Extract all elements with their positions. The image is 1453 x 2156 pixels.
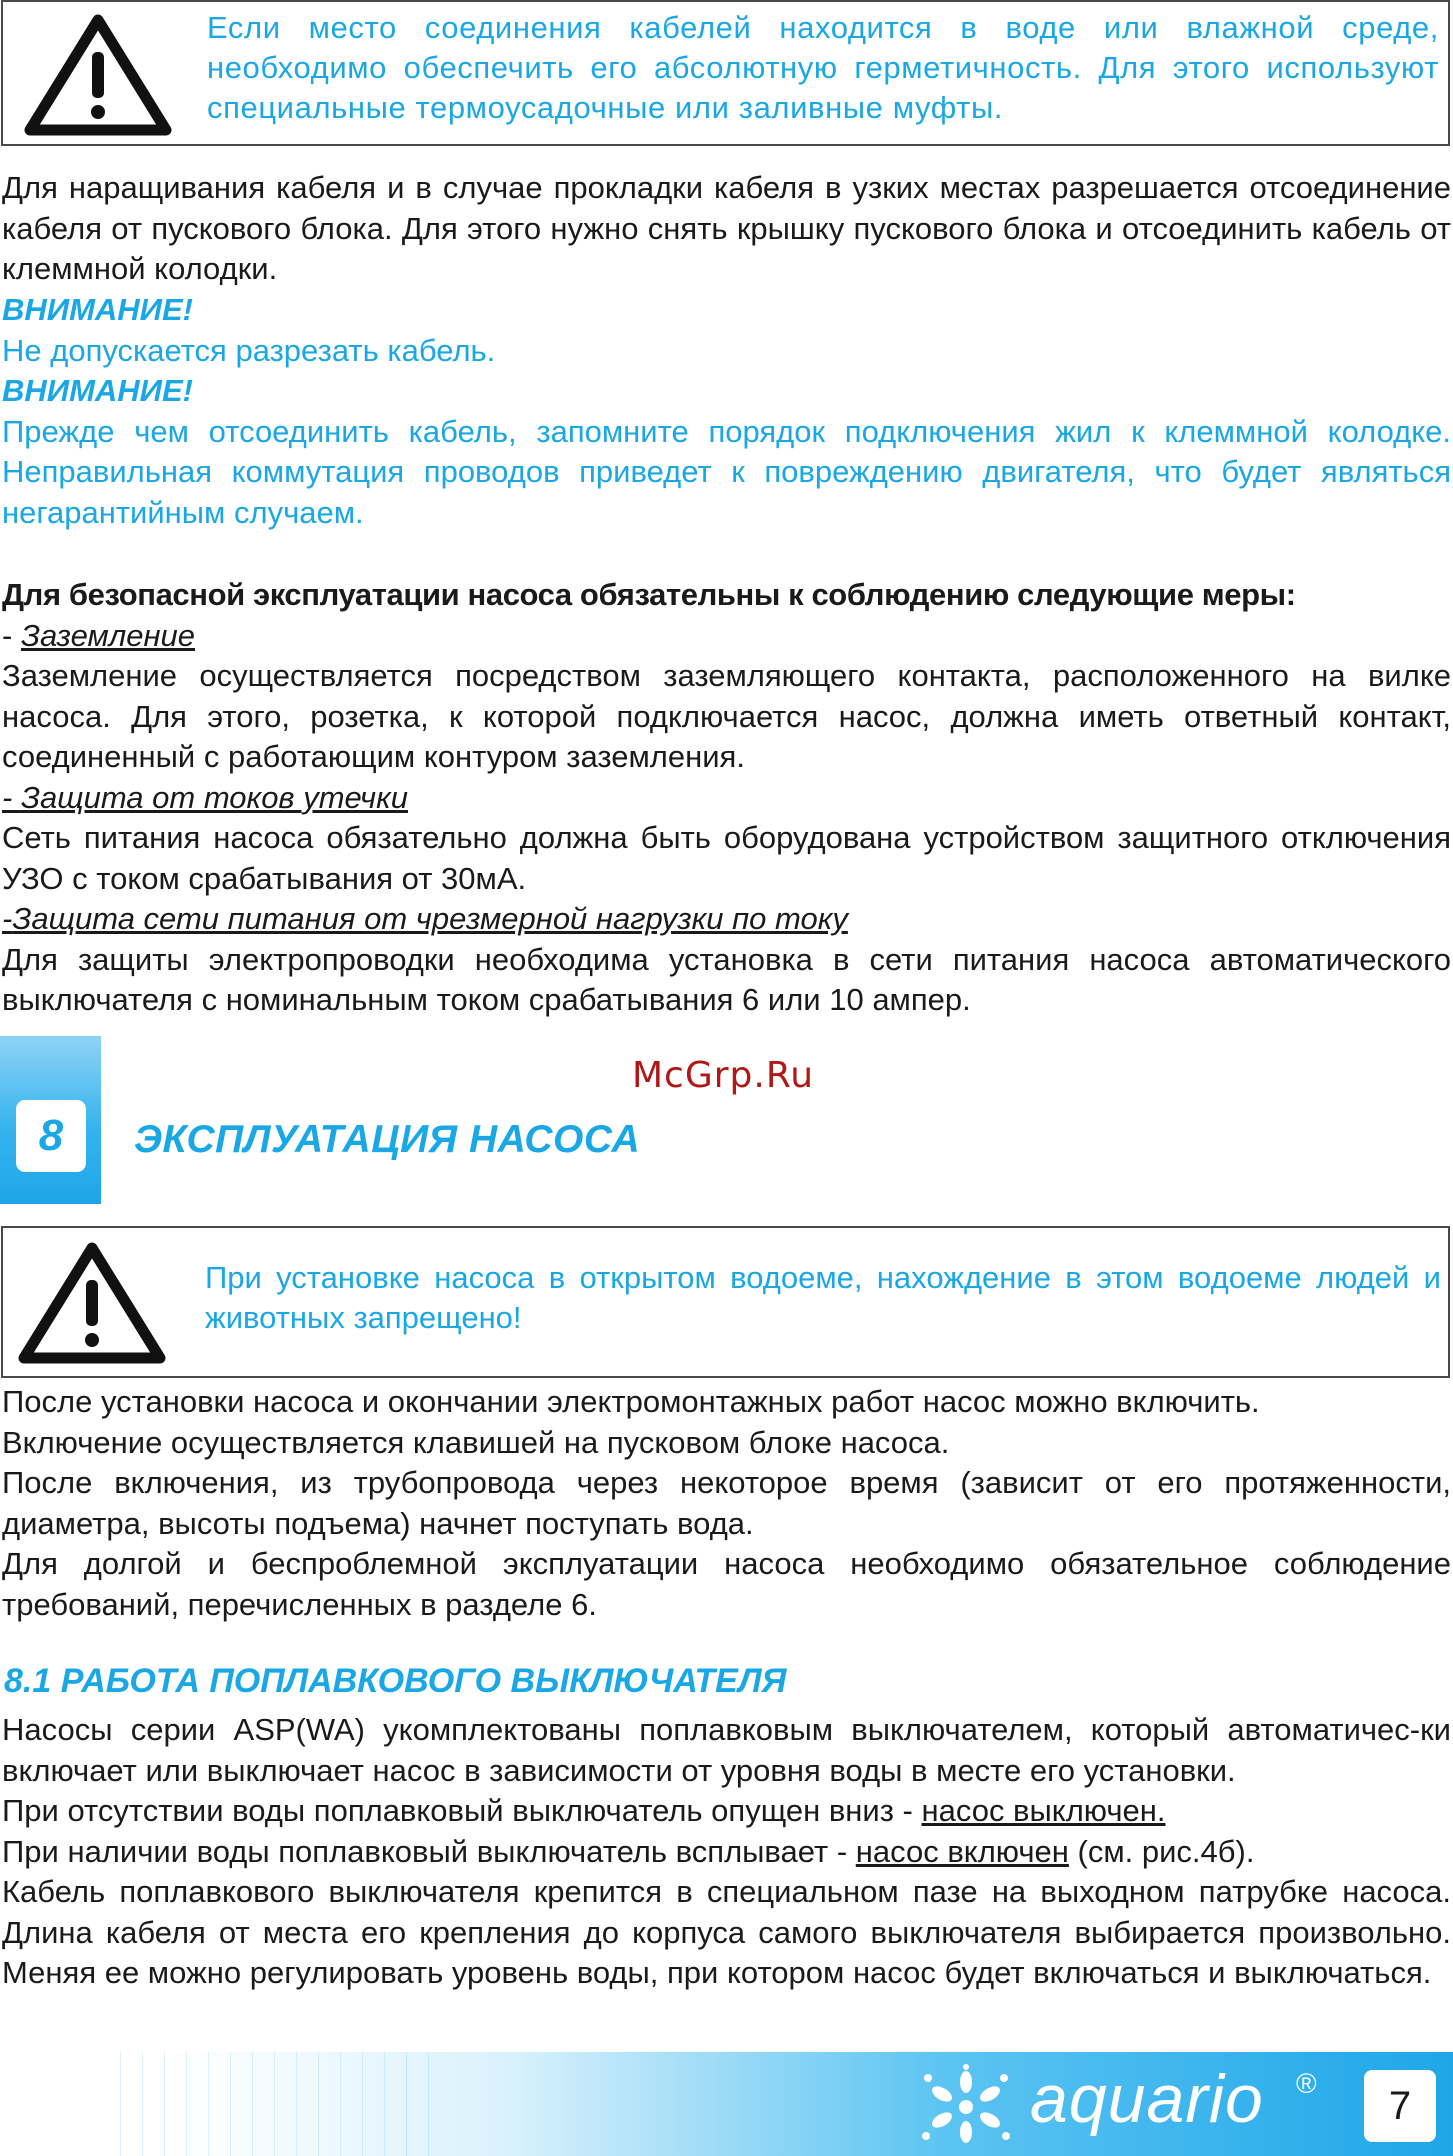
- attention-label: ВНИМАНИЕ!: [2, 292, 193, 327]
- attention-block-2: [2, 371, 1451, 533]
- footer-decoration: [120, 2052, 440, 2156]
- safety-item-title: - Защита от токов утечки: [2, 779, 408, 815]
- warning-text: Если место соединения кабелей находится в воде или влажной среде, необходимо обеспечить его абсолютную герметичность. Для этого используют специальные термоусадочные или заливные муфты.: [207, 10, 1439, 125]
- footer-band: [0, 2052, 1453, 2156]
- brand-logo: aquario: [1030, 2061, 1264, 2137]
- attention-block-1: [2, 290, 1451, 371]
- safety-heading: Для безопасной эксплуатации насоса обязательны к соблюдению следующие меры:: [2, 577, 1296, 612]
- page-number: 7: [1364, 2070, 1436, 2142]
- cable-extension-paragraph: Для наращивания кабеля и в случае прокладки кабеля в узких местах разрешается отсоединение кабеля от пускового блока. Для этого нужно снять крышку пускового блока и отсоединить кабель от клеммной колодки.: [2, 170, 1451, 286]
- float-switch-text: Насосы серии ASP(WA) укомплектованы поплавковым выключателем, который автоматичес-ки включает или выключает насос в зависимости от уровня воды в месте его установки. При отсутствии воды поплавковый выключатель опущен вниз - насос выключен. При наличии воды поплавковый выключатель всплывает - насос включен (см. рис.4б). Кабель поплавкового выключателя крепится в специальном пазе на выходном патрубке насоса. Длина кабеля от места его крепления до корпуса самого выключателя выбирается произвольно. Меняя ее можно регулировать уровень воды, при котором насос будет включаться и выключаться.: [2, 1712, 1451, 1990]
- safety-item-text: Для защиты электропроводки необходима установка в сети питания насоса автоматического выключателя с номинальным током срабатывания 6 или 10 ампер.: [2, 941, 1451, 1017]
- attention-text: Не допускается разрезать кабель.: [2, 332, 496, 368]
- safety-item-text: Заземление осуществляется посредством заземляющего контакта, расположенного на вилке насоса. Для этого, розетка, к которой подключается насос, должна иметь ответный контакт, соединенный с работающим контуром заземления.: [2, 658, 1451, 774]
- safety-item-title: - Заземление: [2, 617, 195, 653]
- warning-triangle-icon: [23, 12, 173, 138]
- warning-text: При установке насоса в открытом водоеме, нахождение в этом водоеме людей и животных запрещено!: [205, 1260, 1441, 1335]
- subsection-title: 8.1 РАБОТА ПОПЛАВКОВОГО ВЫКЛЮЧАТЕЛЯ: [4, 1662, 787, 1700]
- watermark: McGrp.Ru: [632, 1055, 815, 1096]
- operation-text: После установки насоса и окончании электромонтажных работ насос можно включить. Включение осуществляется клавишей на пусковом блоке насоса. После включения, из трубопровода через некоторое время (зависит от его протяженности, диаметра, высоты подъема) начнет поступать вода. Для долгой и беспроблемной эксплуатации насоса необходимо обязательное соблюдение требований, перечисленных в разделе 6.: [2, 1384, 1451, 1622]
- registered-mark: ®: [1296, 2068, 1317, 2099]
- aquario-logo-icon: [916, 2064, 1016, 2150]
- attention-text: Прежде чем отсоединить кабель, запомните порядок подключения жил к клеммной колодке. Неправильная коммутация проводов приведет к повреждению двигателя, что будет являться негарантийным случаем.: [2, 413, 1451, 530]
- section-title: ЭКСПЛУАТАЦИЯ НАСОСА: [134, 1118, 641, 1161]
- attention-label: ВНИМАНИЕ!: [2, 373, 193, 408]
- safety-item-title: -Защита сети питания от чрезмерной нагрузки по току: [2, 901, 848, 936]
- safety-measures: [2, 575, 1451, 1021]
- section-number: 8: [16, 1100, 86, 1172]
- warning-box-open-water: [1, 1226, 1450, 1378]
- safety-item-text: Сеть питания насоса обязательно должна быть оборудована устройством защитного отключения УЗО с током срабатывания от 30мА.: [2, 820, 1451, 896]
- warning-box-cable-joint: [1, 0, 1450, 146]
- warning-triangle-icon: [17, 1240, 167, 1366]
